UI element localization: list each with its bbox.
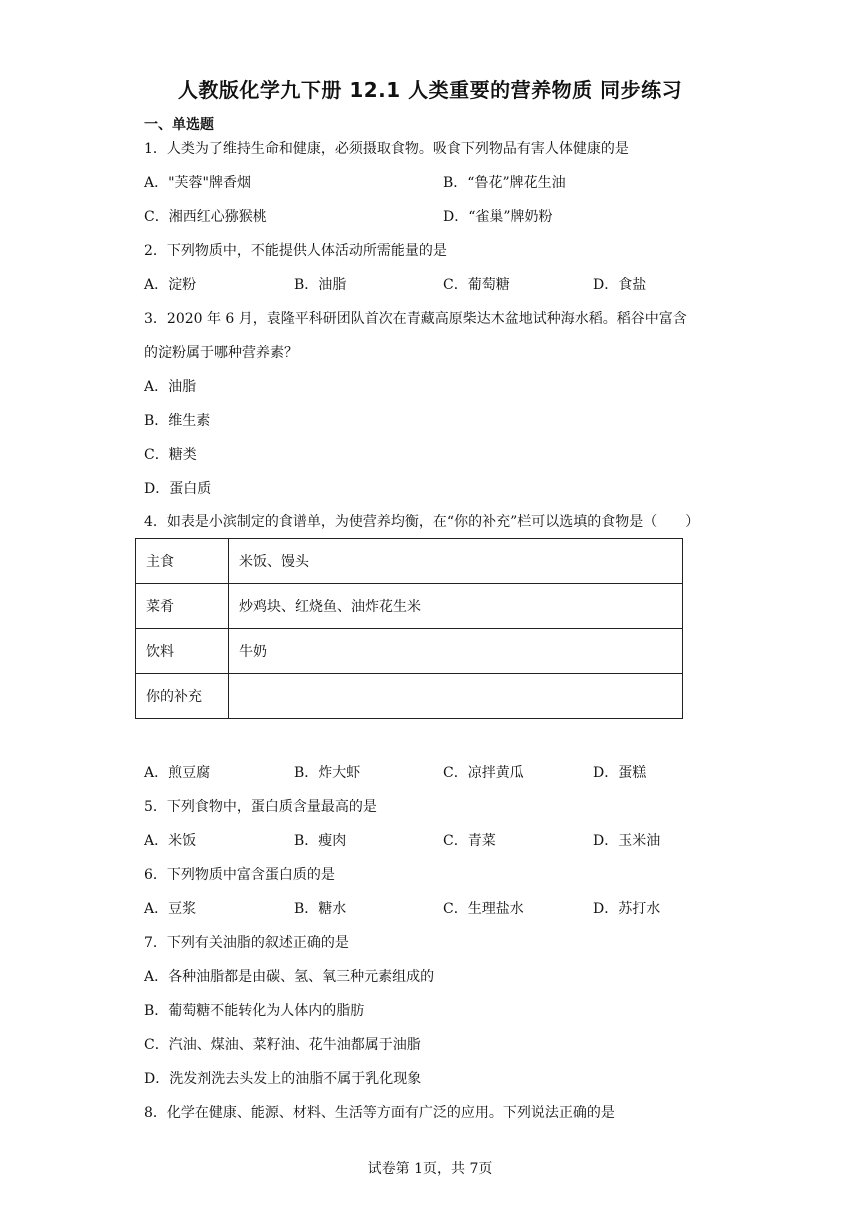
question-1-stem: 1．人类为了维持生命和健康，必须摄取食物。吸食下列物品有害人体健康的是: [144, 141, 629, 157]
question-6-option-c: C．生理盐水: [443, 901, 524, 917]
question-5-stem: 5．下列食物中，蛋白质含量最高的是: [144, 799, 377, 815]
question-2-option-a: A．淀粉: [144, 277, 197, 293]
question-4-option-c: C．凉拌黄瓜: [443, 765, 524, 781]
question-6-option-d: D．苏打水: [593, 901, 661, 917]
question-8-stem: 8．化学在健康、能源、材料、生活等方面有广泛的应用。下列说法正确的是: [144, 1105, 615, 1121]
question-2-stem: 2．下列物质中，不能提供人体活动所需能量的是: [144, 243, 447, 259]
table-cell-key: 菜肴: [136, 584, 229, 629]
section-heading: 一、单选题: [144, 117, 214, 133]
question-5-option-c: C．青菜: [443, 833, 496, 849]
table-cell-value: 炒鸡块、红烧鱼、油炸花生米: [229, 584, 683, 629]
table-cell-key: 你的补充: [136, 674, 229, 719]
question-3-option-c: C．糖类: [144, 447, 197, 463]
question-3-option-b: B．维生素: [144, 413, 211, 429]
question-2-option-b: B．油脂: [294, 277, 347, 293]
question-7-option-b: B．葡萄糖不能转化为人体内的脂肪: [144, 1003, 365, 1019]
question-6-option-a: A．豆浆: [144, 901, 197, 917]
question-4-option-b: B．炸大虾: [294, 765, 361, 781]
question-2-option-d: D．食盐: [593, 277, 647, 293]
question-5-option-d: D．玉米油: [593, 833, 661, 849]
question-4-stem: 4．如表是小滨制定的食谱单，为使营养均衡，在“你的补充”栏可以选填的食物是（ ）: [144, 514, 700, 530]
question-6-stem: 6．下列物质中富含蛋白质的是: [144, 867, 335, 883]
question-7-option-a: A．各种油脂都是由碳、氢、氧三种元素组成的: [144, 969, 435, 985]
question-6-option-b: B．糖水: [294, 901, 347, 917]
table-cell-key: 饮料: [136, 629, 229, 674]
table-cell-value: 米饭、馒头: [229, 539, 683, 584]
question-3-stem-cont: 的淀粉属于哪种营养素？: [144, 345, 298, 361]
table-row: [136, 539, 683, 584]
question-5-option-a: A．米饭: [144, 833, 197, 849]
page-title: 人教版化学九下册 12.1 人类重要的营养物质 同步练习: [177, 78, 683, 102]
question-3-option-d: D．蛋白质: [144, 481, 212, 497]
question-7-stem: 7．下列有关油脂的叙述正确的是: [144, 935, 349, 951]
question-7-option-c: C．汽油、煤油、菜籽油、花牛油都属于油脂: [144, 1037, 421, 1053]
question-1-option-c: C．湘西红心猕猴桃: [144, 209, 267, 225]
table-row: [136, 674, 683, 719]
question-7-option-d: D．洗发剂洗去头发上的油脂不属于乳化现象: [144, 1071, 422, 1087]
table-cell-key: 主食: [136, 539, 229, 584]
table-cell-value: 牛奶: [229, 629, 683, 674]
menu-table: [135, 538, 683, 719]
page-footer: 试卷第 1页，共 7页: [367, 1161, 493, 1177]
table-row: [136, 584, 683, 629]
table-row: [136, 629, 683, 674]
question-1-option-b: B．“鲁花”牌花生油: [443, 175, 566, 191]
question-3-stem: 3．2020 年 6 月，袁隆平科研团队首次在青藏高原柴达木盆地试种海水稻。稻谷中富含: [144, 311, 687, 327]
question-1-option-d: D．“雀巢”牌奶粉: [443, 209, 553, 225]
question-1-option-a: A．"芙蓉"牌香烟: [144, 175, 251, 191]
question-4-option-a: A．煎豆腐: [144, 765, 211, 781]
question-5-option-b: B．瘦肉: [294, 833, 347, 849]
table-cell-value: [229, 674, 683, 719]
question-4-option-d: D．蛋糕: [593, 765, 647, 781]
question-3-option-a: A．油脂: [144, 379, 197, 395]
question-2-option-c: C．葡萄糖: [443, 277, 510, 293]
